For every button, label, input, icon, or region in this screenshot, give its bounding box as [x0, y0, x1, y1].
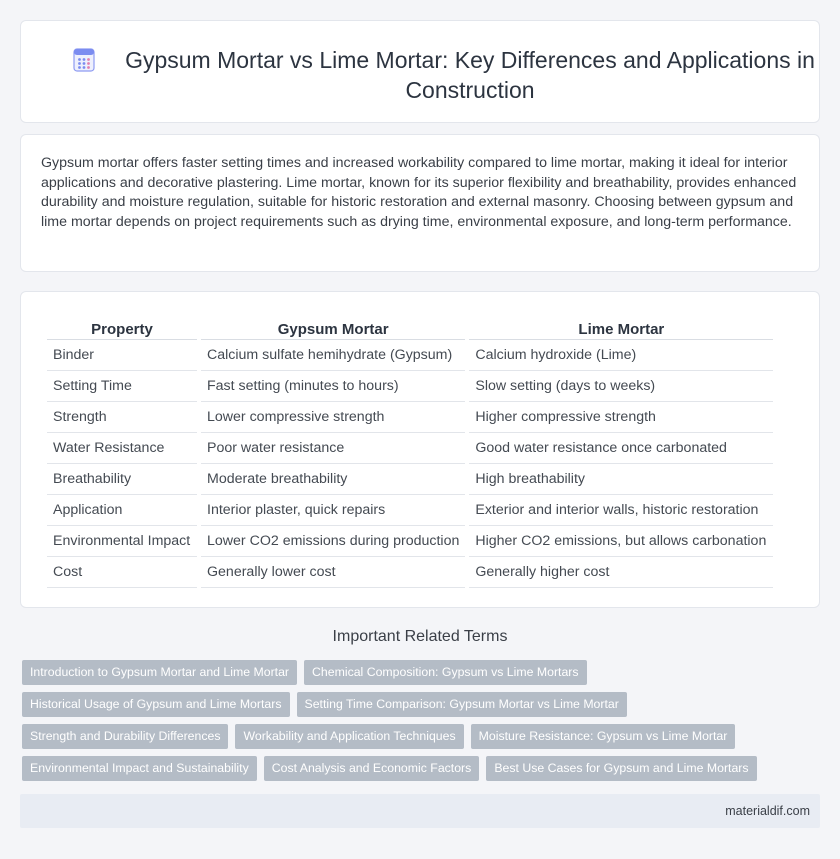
table-row	[47, 402, 773, 433]
page-title: Gypsum Mortar vs Lime Mortar: Key Differences and Applications in Construction	[125, 47, 815, 103]
row-lime-value: High breathability	[469, 464, 773, 495]
row-gypsum-value: Calcium sulfate hemihydrate (Gypsum)	[201, 340, 465, 371]
row-lime-value: Higher CO2 emissions, but allows carbonation	[469, 526, 773, 557]
row-property: Setting Time	[47, 371, 197, 402]
table-row	[47, 340, 773, 371]
row-gypsum-value: Generally lower cost	[201, 557, 465, 588]
header-lime-mortar: Lime Mortar	[469, 314, 773, 340]
related-term-tag[interactable]: Environmental Impact and Sustainability	[22, 756, 257, 781]
header-property: Property	[47, 314, 197, 340]
header-gypsum-mortar: Gypsum Mortar	[201, 314, 465, 340]
intro-card	[20, 134, 820, 272]
row-gypsum-value: Lower compressive strength	[201, 402, 465, 433]
row-property: Water Resistance	[47, 433, 197, 464]
related-term-tag[interactable]: Strength and Durability Differences	[22, 724, 228, 749]
row-lime-value: Good water resistance once carbonated	[469, 433, 773, 464]
tag-row	[22, 660, 822, 692]
related-term-tag[interactable]: Workability and Application Techniques	[235, 724, 463, 749]
related-terms-title: Important Related Terms	[332, 628, 508, 645]
row-property: Cost	[47, 557, 197, 588]
related-term-tag[interactable]: Best Use Cases for Gypsum and Lime Mortars	[486, 756, 756, 781]
row-lime-value: Exterior and interior walls, historic restoration	[469, 495, 773, 526]
row-property: Breathability	[47, 464, 197, 495]
row-gypsum-value: Interior plaster, quick repairs	[201, 495, 465, 526]
row-lime-value: Slow setting (days to weeks)	[469, 371, 773, 402]
table-row	[47, 526, 773, 557]
row-property: Environmental Impact	[47, 526, 197, 557]
related-term-tag[interactable]: Cost Analysis and Economic Factors	[264, 756, 480, 781]
row-lime-value: Calcium hydroxide (Lime)	[469, 340, 773, 371]
table-header-row	[47, 314, 773, 340]
header-card	[20, 20, 820, 123]
row-gypsum-value: Lower CO2 emissions during production	[201, 526, 465, 557]
table-row	[47, 433, 773, 464]
comparison-table	[43, 314, 777, 588]
table-row	[47, 557, 773, 588]
footer	[20, 794, 820, 828]
related-term-tag[interactable]: Setting Time Comparison: Gypsum Mortar vs Lime Mortar	[297, 692, 627, 717]
related-terms-list	[22, 660, 822, 788]
tag-row	[22, 692, 822, 724]
related-term-tag[interactable]: Historical Usage of Gypsum and Lime Mortars	[22, 692, 290, 717]
intro-paragraph: Gypsum mortar offers faster setting times and increased workability compared to lime mortar, making it ideal for interior applications and decorative plastering. Lime mortar, known for its superior flexibility and breathability, provides enhanced durability and moisture regulation, suitable for historic restoration and external masonry. Choosing between gypsum and lime mortar depends on project requirements such as drying time, environmental exposure, and long-term performance.	[41, 155, 797, 230]
related-term-tag[interactable]: Introduction to Gypsum Mortar and Lime Mortar	[22, 660, 297, 685]
row-lime-value: Higher compressive strength	[469, 402, 773, 433]
row-property: Strength	[47, 402, 197, 433]
related-term-tag[interactable]: Moisture Resistance: Gypsum vs Lime Mortar	[471, 724, 736, 749]
footer-site-link[interactable]: materialdif.com	[725, 804, 810, 818]
row-gypsum-value: Moderate breathability	[201, 464, 465, 495]
tag-row	[22, 724, 822, 756]
table-row	[47, 495, 773, 526]
related-term-tag[interactable]: Chemical Composition: Gypsum vs Lime Mortars	[304, 660, 587, 685]
row-gypsum-value: Fast setting (minutes to hours)	[201, 371, 465, 402]
row-gypsum-value: Poor water resistance	[201, 433, 465, 464]
comparison-table-card	[20, 291, 820, 608]
table-row	[47, 371, 773, 402]
row-property: Binder	[47, 340, 197, 371]
row-lime-value: Generally higher cost	[469, 557, 773, 588]
table-row	[47, 464, 773, 495]
tag-row	[22, 756, 822, 788]
row-property: Application	[47, 495, 197, 526]
